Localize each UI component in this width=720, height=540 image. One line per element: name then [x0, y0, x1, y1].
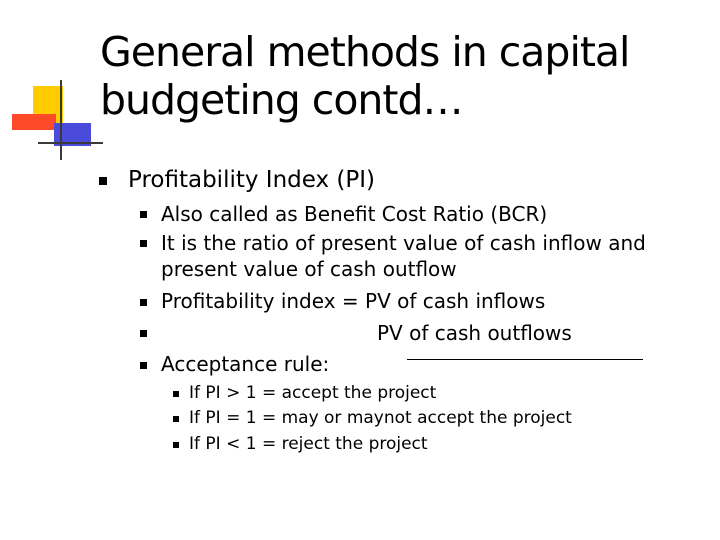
rule-item: If PI = 1 = may or maynot accept the project — [189, 408, 572, 428]
sub-bullet-text: Acceptance rule: — [161, 352, 330, 376]
slide-title — [100, 28, 700, 124]
bullet-marker — [140, 362, 147, 369]
sub-bullet-text: It is the ratio of present value of cash inflow and — [161, 231, 646, 255]
slide-title-line-1: General methods in capital — [100, 28, 630, 76]
rule-item: If PI > 1 = accept the project — [189, 383, 437, 403]
slide-title-line-2: budgeting contd… — [100, 76, 463, 124]
fraction-divider-line — [407, 359, 643, 360]
decor-vertical-line — [60, 80, 62, 160]
decor-red-bar — [12, 114, 56, 130]
sub-bullet-text-continued: present value of cash outflow — [161, 257, 457, 281]
bullet-marker — [140, 240, 147, 247]
rule-item: If PI < 1 = reject the project — [189, 434, 428, 454]
bullet-marker — [173, 391, 179, 397]
sub-bullet-text: Also called as Benefit Cost Ratio (BCR) — [161, 202, 548, 226]
bullet-marker — [173, 442, 179, 448]
sub-bullet-text: Profitability index = PV of cash inflows — [161, 289, 546, 313]
bullet-marker — [99, 177, 107, 185]
bullet-marker — [140, 211, 147, 218]
bullet-marker — [140, 330, 147, 337]
sub-bullet-text: PV of cash outflows — [377, 321, 572, 345]
bullet-marker — [173, 416, 179, 422]
decor-horizontal-line — [38, 142, 103, 144]
main-bullet-text: Profitability Index (PI) — [128, 167, 376, 193]
bullet-marker — [140, 299, 147, 306]
